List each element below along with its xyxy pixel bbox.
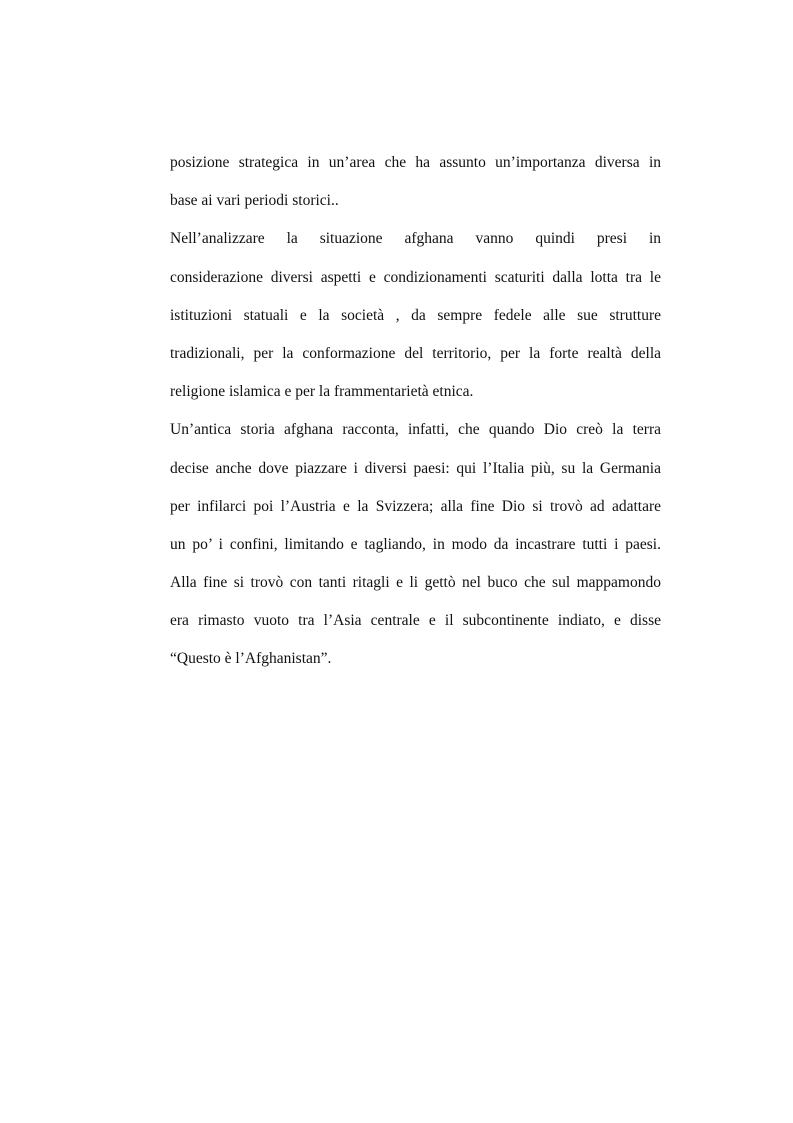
text-line: un po’ i confini, limitando e tagliando, in modo da incastrare tutti i paesi.	[170, 535, 661, 553]
paragraph	[170, 417, 661, 684]
text-line: base ai vari periodi storici..	[170, 192, 339, 210]
text-line: era rimasto vuoto tra l’Asia centrale e il subcontinente indiato, e disse	[170, 612, 661, 630]
body-text	[170, 150, 661, 685]
text-line: Alla fine si trovò con tanti ritagli e li gettò nel buco che sul mappamondo	[170, 574, 661, 592]
paragraph	[170, 150, 661, 226]
text-line: Nell’analizzare la situazione afghana vanno quindi presi in	[170, 230, 661, 248]
text-line: decise anche dove piazzare i diversi paesi: qui l’Italia più, su la Germania	[170, 459, 661, 477]
text-line: tradizionali, per la conformazione del territorio, per la forte realtà della	[170, 344, 661, 362]
text-line: religione islamica e per la frammentarietà etnica.	[170, 383, 474, 401]
text-line: considerazione diversi aspetti e condizionamenti scaturiti dalla lotta tra le	[170, 268, 661, 286]
text-line: posizione strategica in un’area che ha assunto un’importanza diversa in	[170, 154, 661, 171]
paragraph	[170, 226, 661, 417]
text-line: istituzioni statuali e la società , da sempre fedele alle sue strutture	[170, 306, 661, 324]
text-line: Un’antica storia afghana racconta, infatti, che quando Dio creò la terra	[170, 421, 661, 439]
text-line: per infilarci poi l’Austria e la Svizzera; alla fine Dio si trovò ad adattare	[170, 497, 661, 515]
text-line: “Questo è l’Afghanistan”.	[170, 650, 332, 668]
